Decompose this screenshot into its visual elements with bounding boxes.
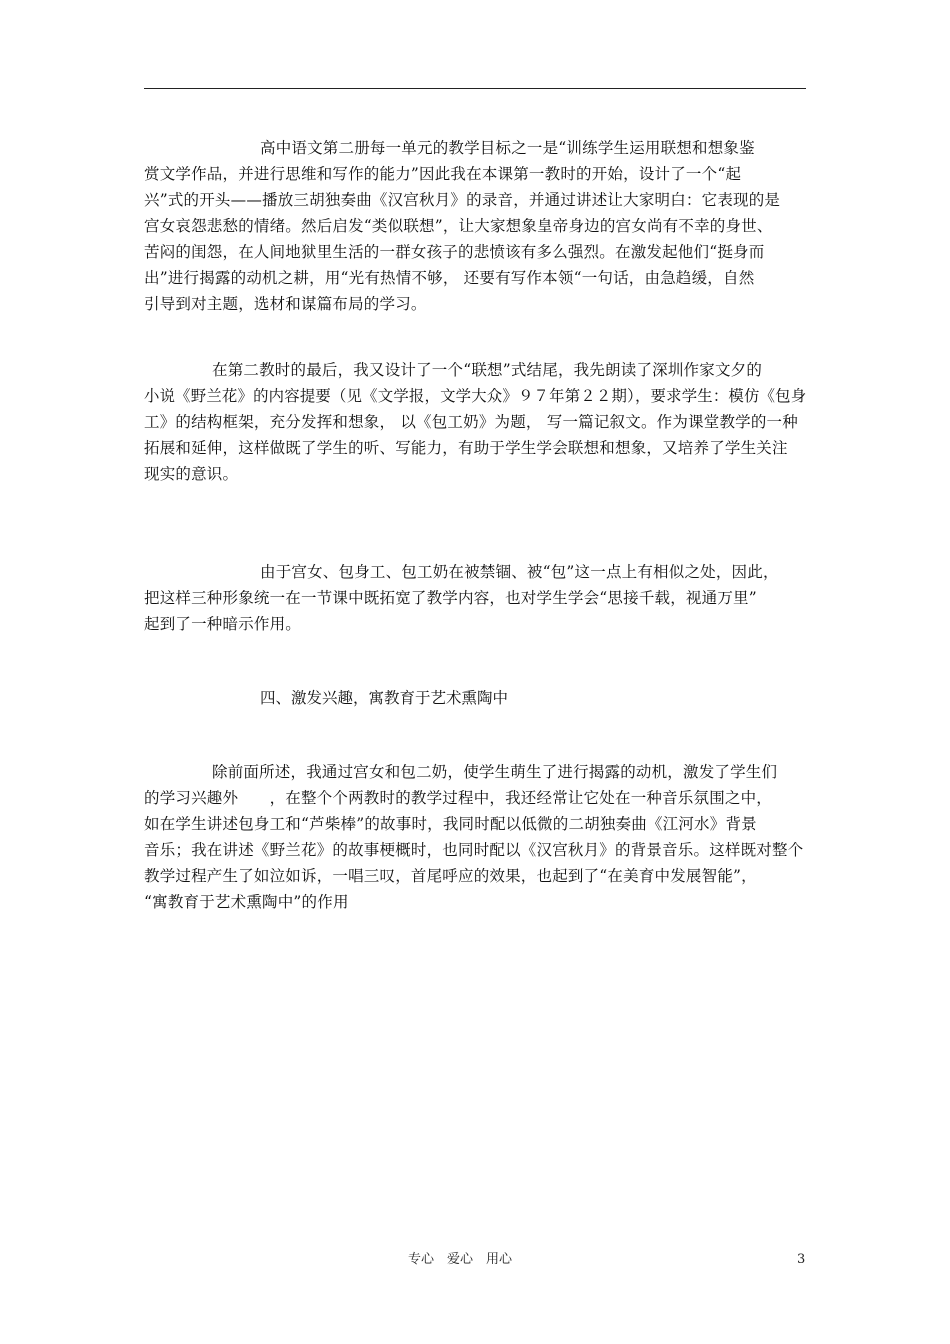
paragraph-4-line: 的学习兴趣外 ，在整个个两教时的教学过程中，我还经常让它处在一种音乐氛围之中， [144, 789, 773, 807]
header-rule [144, 88, 806, 89]
paragraph-3-line: 起到了一种暗示作用。 [144, 615, 302, 633]
paragraph-1-line: 出”进行揭露的动机之耕，用“光有热情不够， 还要有写作本领“一句话，由急趋缓，自然 [144, 269, 755, 287]
paragraph-1-line: 苦闷的闺怨，在人间地狱里生活的一群女孩子的悲愤该有多么强烈。在激发起他们“挺身而 [144, 243, 765, 261]
paragraph-2-line: 拓展和延伸，这样做既了学生的听、写能力，有助于学生学会联想和想象，又培养了学生关注 [144, 439, 788, 457]
paragraph-4-line: 如在学生讲述包身工和“芦柴棒”的故事时，我同时配以低微的二胡独奏曲《江河水》背景 [144, 815, 757, 833]
paragraph-4-line: 除前面所述，我通过宫女和包二奶，使学生萌生了进行揭露的动机，激发了学生们 [212, 763, 778, 781]
paragraph-1-line: 引导到对主题，选材和谋篇布局的学习。 [144, 295, 427, 313]
footer-motto: 专心 爱心 用心 [408, 1252, 513, 1267]
paragraph-3-line: 把这样三种形象统一在一节课中既拓宽了教学内容，也对学生学会“思接千载，视通万里” [144, 589, 757, 607]
paragraph-2-line: 现实的意识。 [144, 465, 239, 483]
paragraph-1-line: 高中语文第二册每一单元的教学目标之一是“训练学生运用联想和想象鉴 [260, 139, 755, 157]
paragraph-4-line: 音乐；我在讲述《野兰花》的故事梗概时，也同时配以《汉宫秋月》的背景音乐。这样既对整个 [144, 841, 804, 859]
section-heading: 四、激发兴趣，寓教育于艺术熏陶中 [260, 689, 509, 707]
paragraph-1-line: 宫女哀怨悲愁的情绪。然后启发“类似联想”，让大家想象皇帝身边的宫女尚有不幸的身世、 [144, 217, 773, 235]
paragraph-4-line: 教学过程产生了如泣如诉，一唱三叹，首尾呼应的效果，也起到了“在美育中发展智能”， [144, 867, 757, 885]
page-number: 3 [797, 1252, 806, 1267]
paragraph-1-line: 赏文学作品，并进行思维和写作的能力”因此我在本课第一教时的开始，设计了一个“起 [144, 165, 742, 183]
paragraph-2-line: 工》的结构框架，充分发挥和想象， 以《包工奶》为题， 写一篇记叙文。作为课堂教学的一种 [144, 413, 798, 431]
paragraph-3-line: 由于宫女、包身工、包工奶在被禁锢、被“包”这一点上有相似之处，因此， [260, 563, 779, 581]
paragraph-4-line: “寓教育于艺术熏陶中”的作用 [144, 893, 349, 911]
paragraph-1-line: 兴”式的开头——播放三胡独奏曲《汉宫秋月》的录音，并通过讲述让大家明白：它表现的是 [144, 191, 781, 209]
paragraph-2-line: 在第二教时的最后，我又设计了一个“联想”式结尾，我先朗读了深圳作家文夕的 [212, 361, 763, 379]
paragraph-2-line: 小说《野兰花》的内容提要（见《文学报，文学大众》９７年第２２期），要求学生：模仿《包身 [144, 387, 807, 405]
